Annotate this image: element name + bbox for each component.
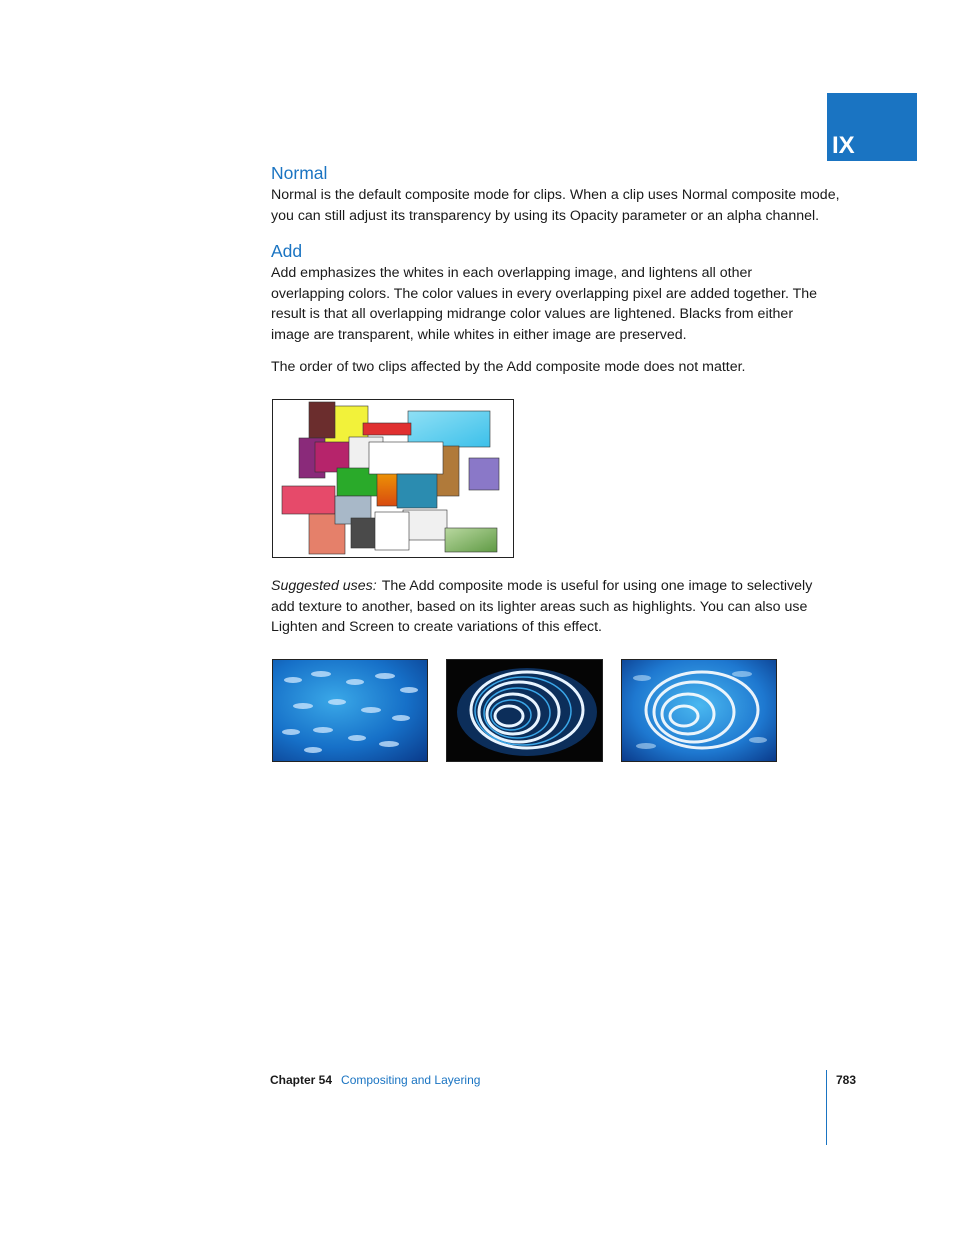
normal-line: you can still adjust its transparency by using its Opacity parameter or an alpha channel.: [271, 207, 820, 224]
add-line: Add emphasizes the whites in each overlapping image, and lightens all other: [271, 265, 753, 281]
footer-chapter: Chapter 54: [270, 1073, 333, 1087]
suggested-line: Lighten and Screen to create variations of this effect.: [271, 619, 602, 635]
footer-divider: [826, 1070, 827, 1145]
add-line: overlapping colors. The color values in every overlapping pixel are added together. The: [271, 285, 818, 302]
suggested-line: [271, 576, 812, 597]
order-note: [271, 357, 746, 378]
fish-school-image: [272, 659, 428, 762]
add-composite-collage-image: [272, 399, 514, 558]
suggested-uses-paragraph: [271, 576, 812, 638]
normal-paragraph: [271, 185, 840, 226]
suggested-text: The Add composite mode is useful for using one image to selectively: [381, 578, 813, 594]
page-footer: [270, 1073, 480, 1087]
add-paragraph: [271, 263, 817, 345]
fish-school-illustration: [273, 660, 427, 761]
normal-line: Normal is the default composite mode for clips. When a clip uses Normal composite mode,: [271, 187, 840, 203]
section-heading-normal: Normal: [271, 163, 328, 183]
collage-illustration: [273, 400, 513, 557]
part-tab: [827, 93, 917, 161]
add-line: image are transparent, while whites in either image are preserved.: [271, 326, 687, 343]
footer-chapter-title[interactable]: Compositing and Layering: [341, 1073, 481, 1087]
part-tab-label: IX: [832, 132, 855, 159]
composited-fish-illustration: [622, 660, 776, 761]
order-note-line: The order of two clips affected by the Add composite mode does not matter.: [271, 359, 746, 375]
angelfish-illustration: [447, 660, 602, 761]
page-number: 783: [836, 1073, 857, 1087]
suggested-line: add texture to another, based on its lighter areas such as highlights. You can also use: [271, 598, 808, 615]
suggested-label: Suggested uses:: [271, 578, 377, 594]
add-line: result is that all overlapping midrange color values are lightened. Blacks from either: [271, 306, 794, 322]
composited-fish-image: [621, 659, 777, 762]
section-heading-add: Add: [271, 241, 303, 261]
angelfish-image: [446, 659, 603, 762]
